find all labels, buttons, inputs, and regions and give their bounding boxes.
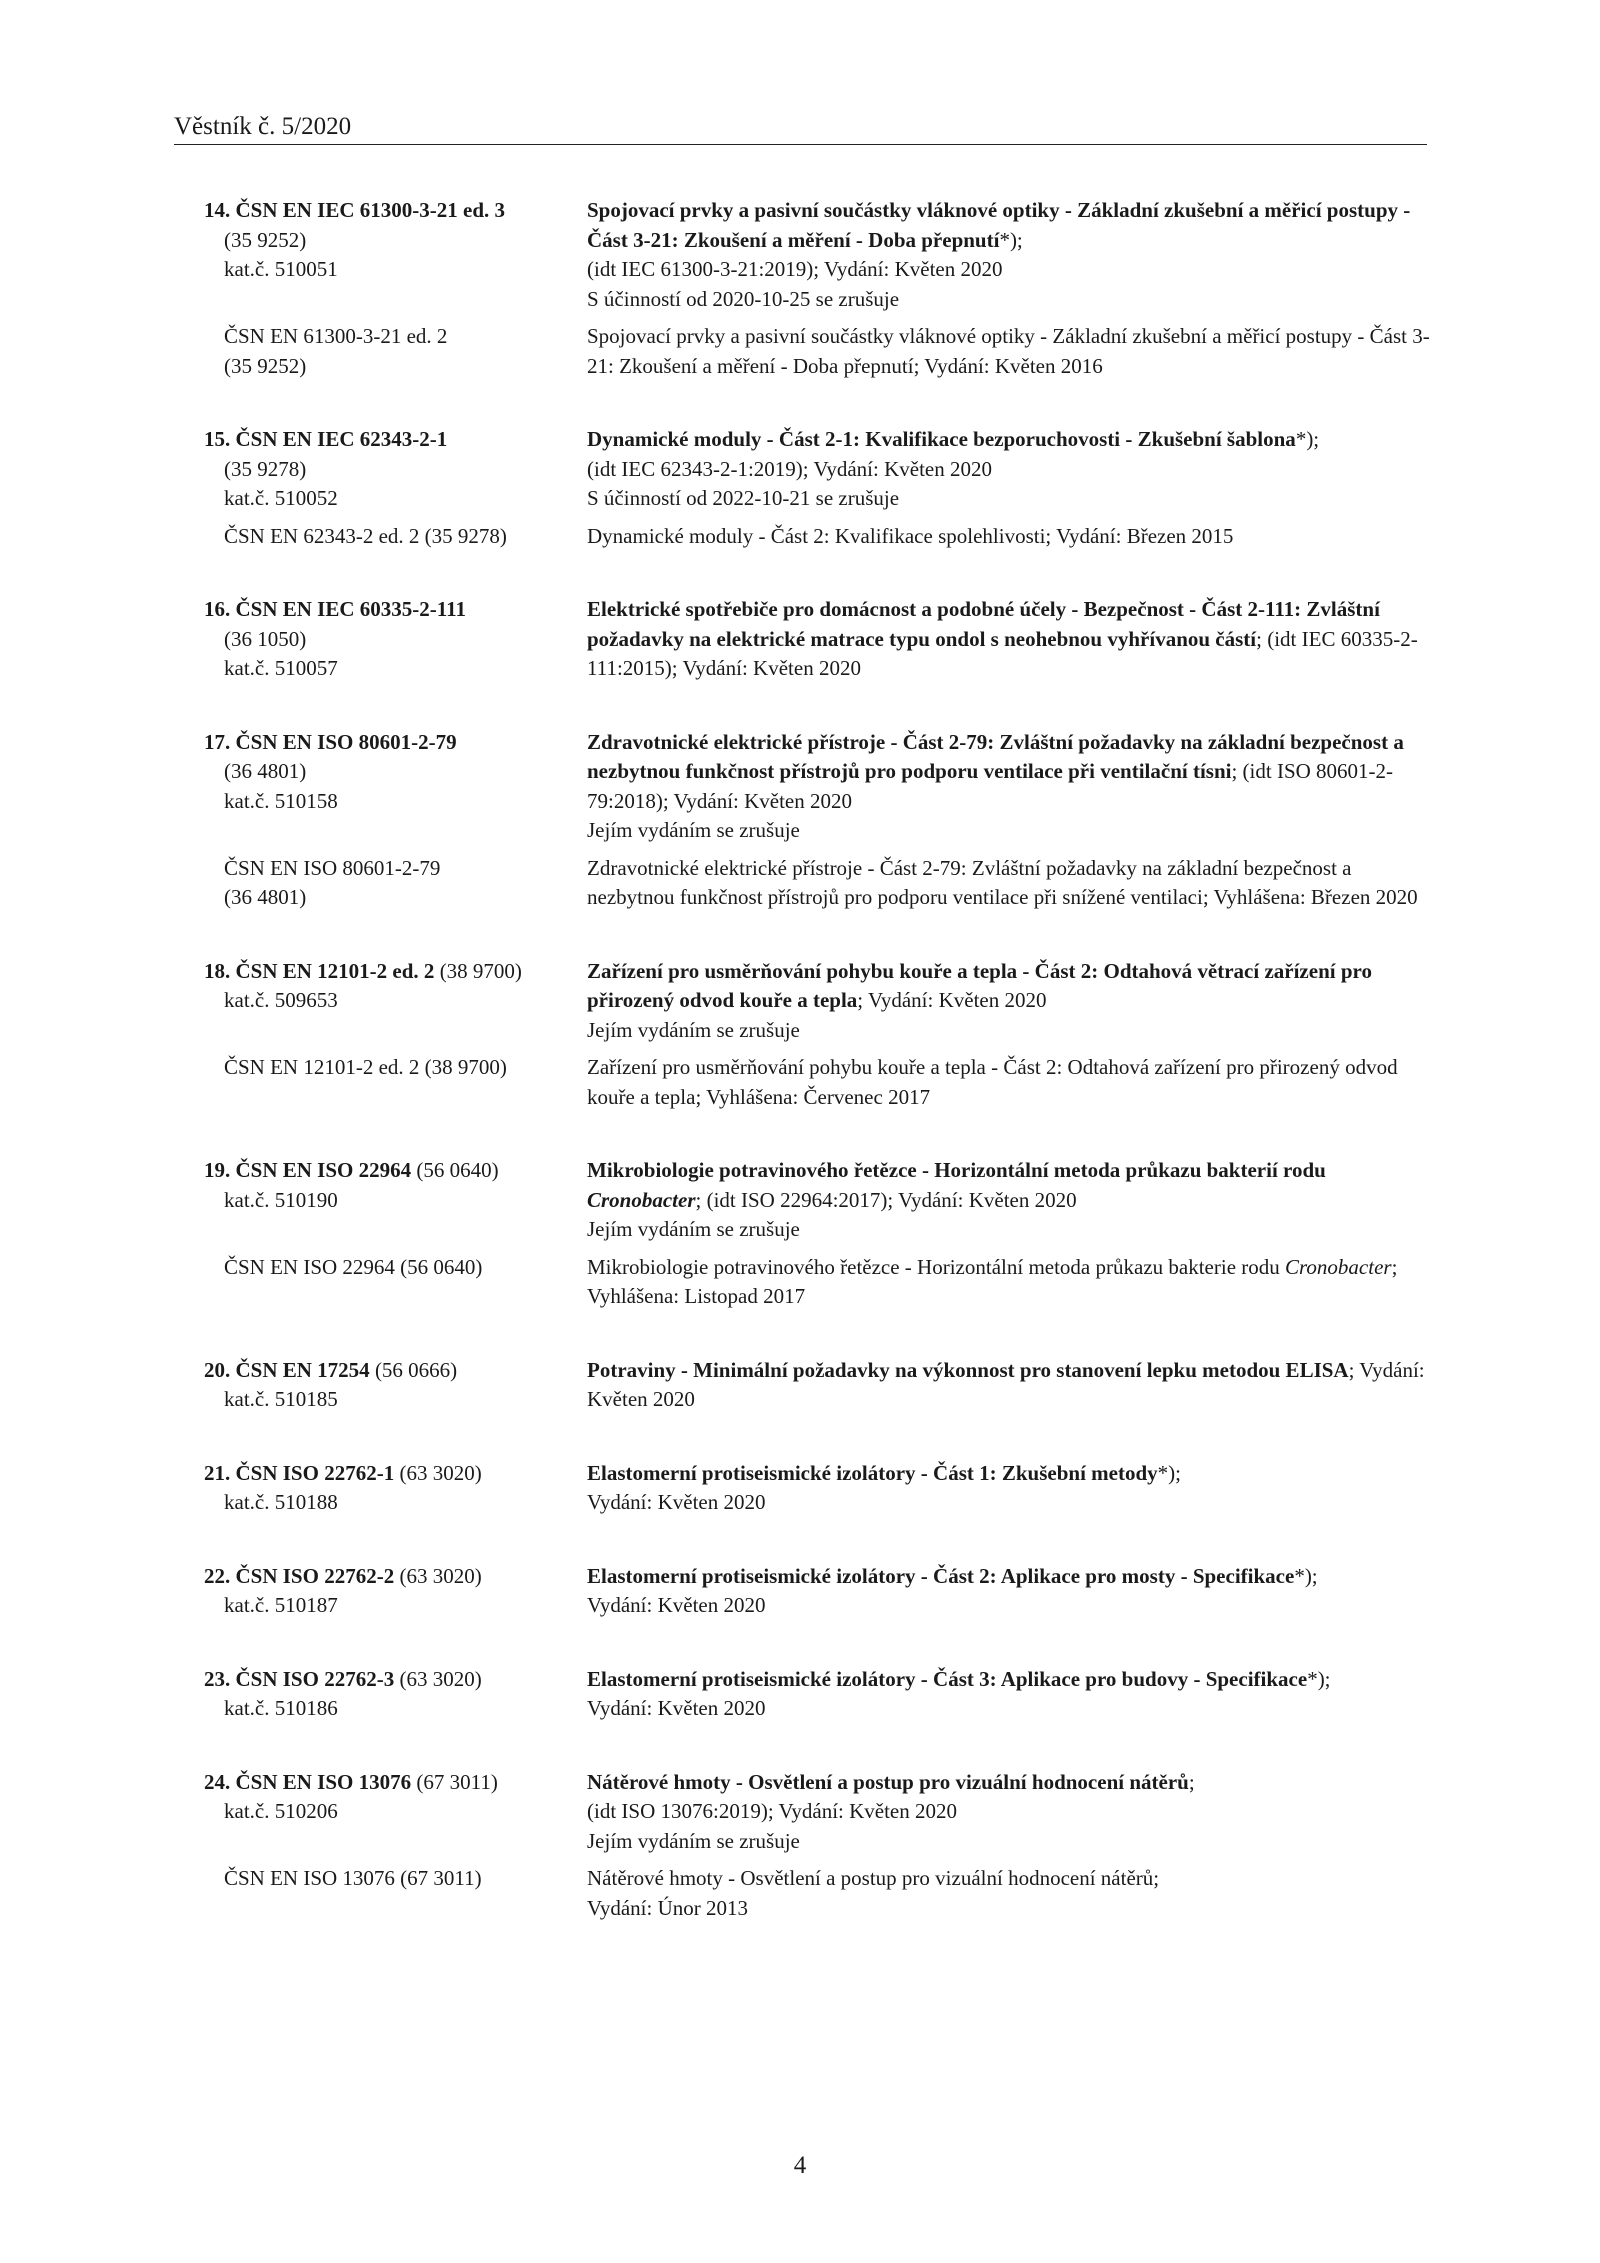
classification-code: (36 4801) [224, 759, 307, 783]
catalog-number: kat.č. 510052 [224, 486, 338, 510]
replaced-standard-code: ČSN EN 61300-3-21 ed. 2 [224, 324, 448, 348]
standard-title: Spojovací prvky a pasivní součástky vláknové optiky - Základní zkušební a měřicí postupy - Část 3-21: Zkoušení a měření - Doba přepnutí [587, 198, 1411, 252]
catalog-number: kat.č. 510051 [224, 257, 338, 281]
replaced-classification-code: (36 4801) [224, 885, 307, 909]
standards-list [174, 196, 1434, 1967]
standard-code: ČSN ISO 22762-2 [235, 1563, 395, 1588]
catalog-number: kat.č. 510187 [224, 1593, 338, 1617]
standard-code: ČSN ISO 22762-1 [235, 1460, 395, 1485]
replaced-classification-code: (35 9252) [224, 353, 307, 378]
list-item [174, 1665, 1434, 1724]
classification-code: (35 9252) [224, 227, 307, 252]
replaced-standard-title: Nátěrové hmoty - Osvětlení a postup pro vizuální hodnocení nátěrů; [587, 1866, 1160, 1890]
classification-code: (63 3020) [394, 1666, 482, 1691]
standard-code: ČSN EN 12101-2 ed. 2 [235, 958, 435, 983]
title-tail: *); [1157, 1460, 1181, 1485]
entry-number: 15. [204, 427, 231, 451]
standard-title: Elastomerní protiseismické izolátory - Část 1: Zkušební metody [587, 1460, 1158, 1485]
page-number: 4 [793, 2152, 807, 2179]
entry-number: 22. [204, 1563, 231, 1588]
catalog-number: kat.č. 510158 [224, 788, 338, 813]
classification-code: (56 0666) [369, 1357, 458, 1382]
status-line: Jejím vydáním se zrušuje [587, 1217, 800, 1241]
standard-title: Elektrické spotřebiče pro domácnost a podobné účely - Bezpečnost - Část 2-111: Zvláštní požadavky na elektrické matrace typu ondol s neohebnou vyhřívanou částí [587, 597, 1380, 651]
list-item [174, 1156, 1434, 1312]
standard-code: ČSN EN ISO 13076 [235, 1769, 412, 1794]
edition-line: Vydání: Květen 2020 [587, 1490, 766, 1514]
classification-code: (36 1050) [224, 626, 307, 651]
standard-code: ČSN EN IEC 62343-2-1 [235, 427, 448, 451]
classification-code: (56 0640) [411, 1158, 499, 1182]
replaced-standard-title: Mikrobiologie potravinového řetězce - Horizontální metoda průkazu bakterie rodu [587, 1254, 1286, 1279]
edition-line: (idt ISO 13076:2019); Vydání: Květen 2020 [587, 1799, 958, 1823]
edition-line: Vydání: Květen 2020 [587, 1696, 766, 1720]
replaced-standard-code: ČSN EN ISO 22964 (56 0640) [224, 1254, 483, 1279]
catalog-number: kat.č. 510185 [224, 1387, 338, 1411]
status-line: Jejím vydáním se zrušuje [587, 1017, 800, 1042]
title-tail: *); [1295, 427, 1320, 451]
catalog-number: kat.č. 510188 [224, 1490, 338, 1514]
classification-code: (35 9278) [224, 456, 307, 481]
replaced-genus-name: Cronobacter [1285, 1254, 1392, 1279]
standard-code: ČSN EN 17254 [235, 1357, 370, 1382]
entry-number: 17. [204, 729, 231, 754]
catalog-number: kat.č. 509653 [224, 988, 338, 1012]
page-header-title: Věstník č. 5/2020 [174, 113, 352, 140]
entry-number: 19. [204, 1158, 231, 1182]
replaced-standard-title: Zdravotnické elektrické přístroje - Část 2-79: Zvláštní požadavky na základní bezpečnost a nezbytnou funkčnost přístrojů pro podporu ventilace při snížené ventilaci; Vyhlášena: Březen 2020 [587, 855, 1418, 909]
replaced-standard-title: Zařízení pro usměrňování pohybu kouře a tepla - Část 2: Odtahová zařízení pro přirozený odvod kouře a tepla; Vyhlášena: Červenec 2017 [587, 1055, 1398, 1109]
standard-title: Zařízení pro usměrňování pohybu kouře a tepla - Část 2: Odtahová větrací zařízení pro přirozený odvod kouře a tepla [587, 958, 1372, 1012]
edition-line: (idt IEC 62343-2-1:2019); Vydání: Květen 2020 [587, 456, 992, 481]
standard-title: Elastomerní protiseismické izolátory - Část 2: Aplikace pro mosty - Specifikace [587, 1563, 1295, 1588]
list-item [174, 957, 1434, 1113]
standard-title: Mikrobiologie potravinového řetězce - Horizontální metoda průkazu bakterií rodu [587, 1158, 1326, 1182]
replaced-standard-code: ČSN EN ISO 80601-2-79 [224, 855, 441, 880]
status-line: S účinností od 2020-10-25 se zrušuje [587, 286, 900, 311]
list-item [174, 1459, 1434, 1518]
entry-number: 18. [204, 958, 231, 983]
edition-line: Vydání: Květen 2020 [587, 1593, 766, 1617]
catalog-number: kat.č. 510206 [224, 1799, 338, 1823]
entry-number: 14. [204, 198, 231, 222]
standard-code: ČSN EN IEC 60335-2-111 [235, 597, 466, 621]
status-line: S účinností od 2022-10-21 se zrušuje [587, 486, 900, 510]
title-tail: *); [1307, 1666, 1331, 1691]
entry-number: 16. [204, 597, 231, 621]
replaced-standard-title: Spojovací prvky a pasivní součástky vláknové optiky - Základní zkušební a měřicí postupy - Část 3-21: Zkoušení a měření - Doba přepnutí; Vydání: Květen 2016 [587, 324, 1430, 378]
header-rule [174, 144, 1427, 145]
classification-code: (38 9700) [434, 958, 522, 983]
standard-title: Elastomerní protiseismické izolátory - Část 3: Aplikace pro budovy - Specifikace [587, 1666, 1308, 1691]
classification-code: (63 3020) [394, 1563, 482, 1588]
standard-title: Potraviny - Minimální požadavky na výkonnost pro stanovení lepku metodou ELISA [587, 1357, 1349, 1382]
standard-title: Dynamické moduly - Část 2-1: Kvalifikace bezporuchovosti - Zkušební šablona [587, 427, 1296, 451]
list-item [174, 1356, 1434, 1415]
standard-code: ČSN EN ISO 22964 [235, 1158, 412, 1182]
edition-line: (idt IEC 61300-3-21:2019); Vydání: Květen 2020 [587, 257, 1003, 281]
title-tail: ; Vydání: Květen 2020 [587, 1357, 1425, 1411]
standard-title: Zdravotnické elektrické přístroje - Část 2-79: Zvláštní požadavky na základní bezpečnost a nezbytnou funkčnost přístrojů pro podporu ventilace při ventilační tísni [587, 729, 1404, 783]
entry-number: 24. [204, 1769, 231, 1794]
catalog-number: kat.č. 510190 [224, 1187, 338, 1212]
replaced-standard-code: ČSN EN 12101-2 ed. 2 (38 9700) [224, 1055, 507, 1079]
replaced-edition-line: Vydání: Únor 2013 [587, 1895, 748, 1920]
title-tail: ; (idt IEC 60335-2-111:2015); Vydání: Květen 2020 [587, 626, 1418, 680]
entry-number: 21. [204, 1460, 231, 1485]
list-item [174, 1768, 1434, 1924]
standard-title: Nátěrové hmoty - Osvětlení a postup pro vizuální hodnocení nátěrů [587, 1769, 1189, 1794]
title-tail: ; (idt ISO 22964:2017); Vydání: Květen 2020 [695, 1187, 1077, 1212]
title-tail: ; (idt ISO 80601-2-79:2018); Vydání: Květen 2020 [587, 759, 1394, 813]
list-item [174, 728, 1434, 913]
title-tail: ; Vydání: Květen 2020 [857, 988, 1047, 1012]
entry-number: 23. [204, 1666, 231, 1691]
title-tail: ; [1188, 1769, 1195, 1794]
classification-code: (63 3020) [394, 1460, 482, 1485]
replaced-title-tail: ; Vyhlášena: Listopad 2017 [587, 1254, 1398, 1308]
list-item [174, 1562, 1434, 1621]
title-tail: *); [1294, 1563, 1318, 1588]
standard-code: ČSN EN ISO 80601-2-79 [235, 729, 457, 754]
replaced-standard-title: Dynamické moduly - Část 2: Kvalifikace spolehlivosti; Vydání: Březen 2015 [587, 523, 1234, 548]
entry-number: 20. [204, 1357, 231, 1382]
status-line: Jejím vydáním se zrušuje [587, 1828, 800, 1853]
catalog-number: kat.č. 510057 [224, 656, 338, 680]
replaced-standard-code: ČSN EN ISO 13076 (67 3011) [224, 1866, 482, 1890]
status-line: Jejím vydáním se zrušuje [587, 818, 800, 842]
genus-name: Cronobacter [587, 1187, 696, 1212]
standard-code: ČSN EN IEC 61300-3-21 ed. 3 [235, 198, 506, 222]
standard-code: ČSN ISO 22762-3 [235, 1666, 395, 1691]
title-tail: *); [999, 227, 1023, 252]
list-item [174, 196, 1434, 381]
classification-code: (67 3011) [411, 1769, 498, 1794]
replaced-standard-code: ČSN EN 62343-2 ed. 2 (35 9278) [224, 523, 507, 548]
list-item [174, 425, 1434, 551]
catalog-number: kat.č. 510186 [224, 1696, 338, 1720]
list-item [174, 595, 1434, 684]
